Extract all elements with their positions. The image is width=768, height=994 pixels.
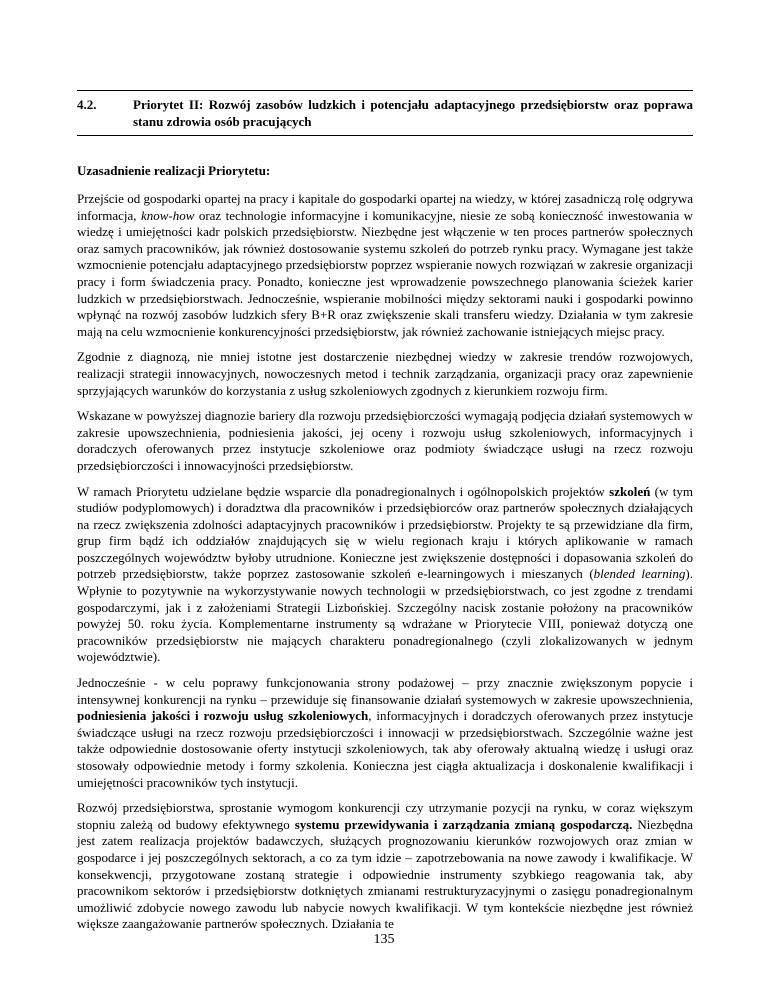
italic-know-how: know-how: [140, 207, 195, 223]
paragraph-4: W ramach Priorytetu udzielane będzie wsparcie dla ponadregionalnych i ogólnopolskich projektów szkoleń (w tym studiów podyplomowych) i doradztwa dla pracowników i przedsiębiorców oraz partnerów społecznych działających na rzecz zwiększenia zdolności adaptacyjnych pracowników i przedsiębiorstw. Projekty te są przewidziane dla firm, grup firm bądź ich oddziałów znajdujących się w wielu regionach kraju i których aplikowanie w ramach poszczególnych województw byłoby utrudnione. Konieczne jest zwiększenie dostępności i dopasowania szkoleń do potrzeb przedsiębiorstw, także poprzez zastosowanie szkoleń e-learningowych i mieszanych (blended learning). Wpłynie to pozytywnie na wykorzystywanie nowych technologii w przedsiębiorstwach, co jest zgodne z trendami gospodarczymi, jak i z założeniami Strategii Lizbońskiej. Szczególny nacisk zostanie położony na pracowników powyżej 50. roku życia. Komplementarne instrumenty są wdrażane w Priorytecie VIII, ponieważ dotyczą one pracowników przedsiębiorstw nie mających charakteru ponadregionalnego (czyli zlokalizowanych w jednym województwie).: [77, 483, 693, 665]
section-title: Uzasadnienie realizacji Priorytetu:: [77, 163, 271, 178]
paragraph-3: Wskazane w powyższej diagnozie bariery dla rozwoju przedsiębiorczości wymagają podjęcia działań systemowych w zakresie upowszechnienia, podniesienia jakości, jej oceny i rozwoju usług szkoleniowych, informacyjnych i doradczych oferowanych przez instytucje szkoleniowe oraz podmioty świadczące usługi na rzecz rozwoju przedsiębiorczości i innowacyjności przedsiębiorstw.: [77, 408, 693, 473]
paragraph-5: Jednocześnie - w celu poprawy funkcjonowania strony podażowej – przy znacznie zwiększonym popycie i intensywnej konkurencji na rynku – przewiduje się finansowanie działań systemowych w zakresie upowszechnienia, podniesienia jakości i rozwoju usług szkoleniowych, informacyjnych i doradczych oferowanych przez instytucje świadczące usługi na rzecz rozwoju przedsiębiorczości i innowacji w przedsiębiorstwach. Szczególnie ważne jest także odpowiednie dostosowanie oferty instytucji szkoleniowych, tak aby oferowały aktualną wiedzę i usługi oraz stosowały odpowiednie metody i formy szkolenia. Konieczna jest ciągła aktualizacja i doskonalenie kwalifikacji i umiejętności pracowników tych instytucji.: [77, 675, 693, 790]
paragraph-1: Przejście od gospodarki opartej na pracy i kapitale do gospodarki opartej na wiedzy, w której zasadniczą rolę odgrywa informacja, know-how oraz technologie informacyjne i komunikacyjne, niesie ze sobą konieczność inwestowania w wiedzę i umiejętności kadr polskich przedsiębiorstw. Niezbędne jest włączenie w ten proces partnerów społecznych oraz samych pracowników, jak również dostosowanie systemu szkoleń do potrzeb rynku pracy. Wymagane jest także wzmocnienie potencjału adaptacyjnego przedsiębiorstw poprzez wspieranie nowych rozwiązań w zakresie organizacji pracy i form świadczenia pracy. Ponadto, konieczne jest wprowadzenie powszechnego planowania ścieżek karier ludzkich w przedsiębiorstwach. Jednocześnie, wspieranie mobilności między sektorami nauki i gospodarki powinno wpłynąć na rozwój zasobów ludzkich sfery B+R oraz zwiększenie skali transferu wiedzy. Działania w tym zakresie mają na celu wzmocnienie konkurencyjności przedsiębiorstw, jak również zachowanie istniejących miejsc pracy.: [77, 191, 693, 339]
chapter-heading: [77, 90, 693, 136]
bold-szkolen: szkoleń: [609, 483, 651, 499]
paragraph-2: Zgodnie z diagnozą, nie mniej istotne jest dostarczenie niezbędnej wiedzy w zakresie trendów rozwojowych, realizacji strategii innowacyjnych, nowoczesnych metod i technik zarządzania, organizacji pracy oraz zapewnienie sprzyjających warunków do korzystania z usług szkoleniowych zgodnych z kierunkiem rozwoju firm.: [77, 349, 693, 398]
chapter-title: Priorytet II: Rozwój zasobów ludzkich i potencjału adaptacyjnego przedsiębiorstw oraz poprawa stanu zdrowia osób pracujących: [133, 97, 693, 129]
bold-system-przewidywania: systemu przewidywania i zarządzania zmianą gospodarczą.: [294, 816, 633, 832]
chapter-number: 4.2.: [77, 97, 97, 112]
italic-blended-learning: blended learning: [593, 566, 686, 582]
document-page: [77, 90, 693, 942]
bold-jakosc-uslug: podniesienia jakości i rozwoju usług szkoleniowych: [77, 708, 369, 724]
paragraph-6: Rozwój przedsiębiorstwa, sprostanie wymogom konkurencji czy utrzymanie pozycji na rynku, w coraz większym stopniu zależą od budowy efektywnego systemu przewidywania i zarządzania zmianą gospodarczą. Niezbędna jest zatem realizacja projektów badawczych, służących prognozowaniu kierunków rozwojowych oraz zmian w gospodarce i jej poszczególnych sektorach, a co za tym idzie – zapotrzebowania na nowe zawody i kwalifikacje. W konsekwencji, przygotowane zostaną strategie i odpowiednie instrumenty szybkiego reagowania tak, aby pracownikom sektorów i przedsiębiorstw dotkniętych zmianami restrukturyzacyjnymi o zasięgu ponadregionalnym umożliwić zdobycie nowego zawodu lub nabycie nowych kwalifikacji. W tym kontekście niezbędne jest również większe zaangażowanie partnerów społecznych. Działania te: [77, 800, 693, 932]
page-number: 135: [373, 932, 395, 947]
